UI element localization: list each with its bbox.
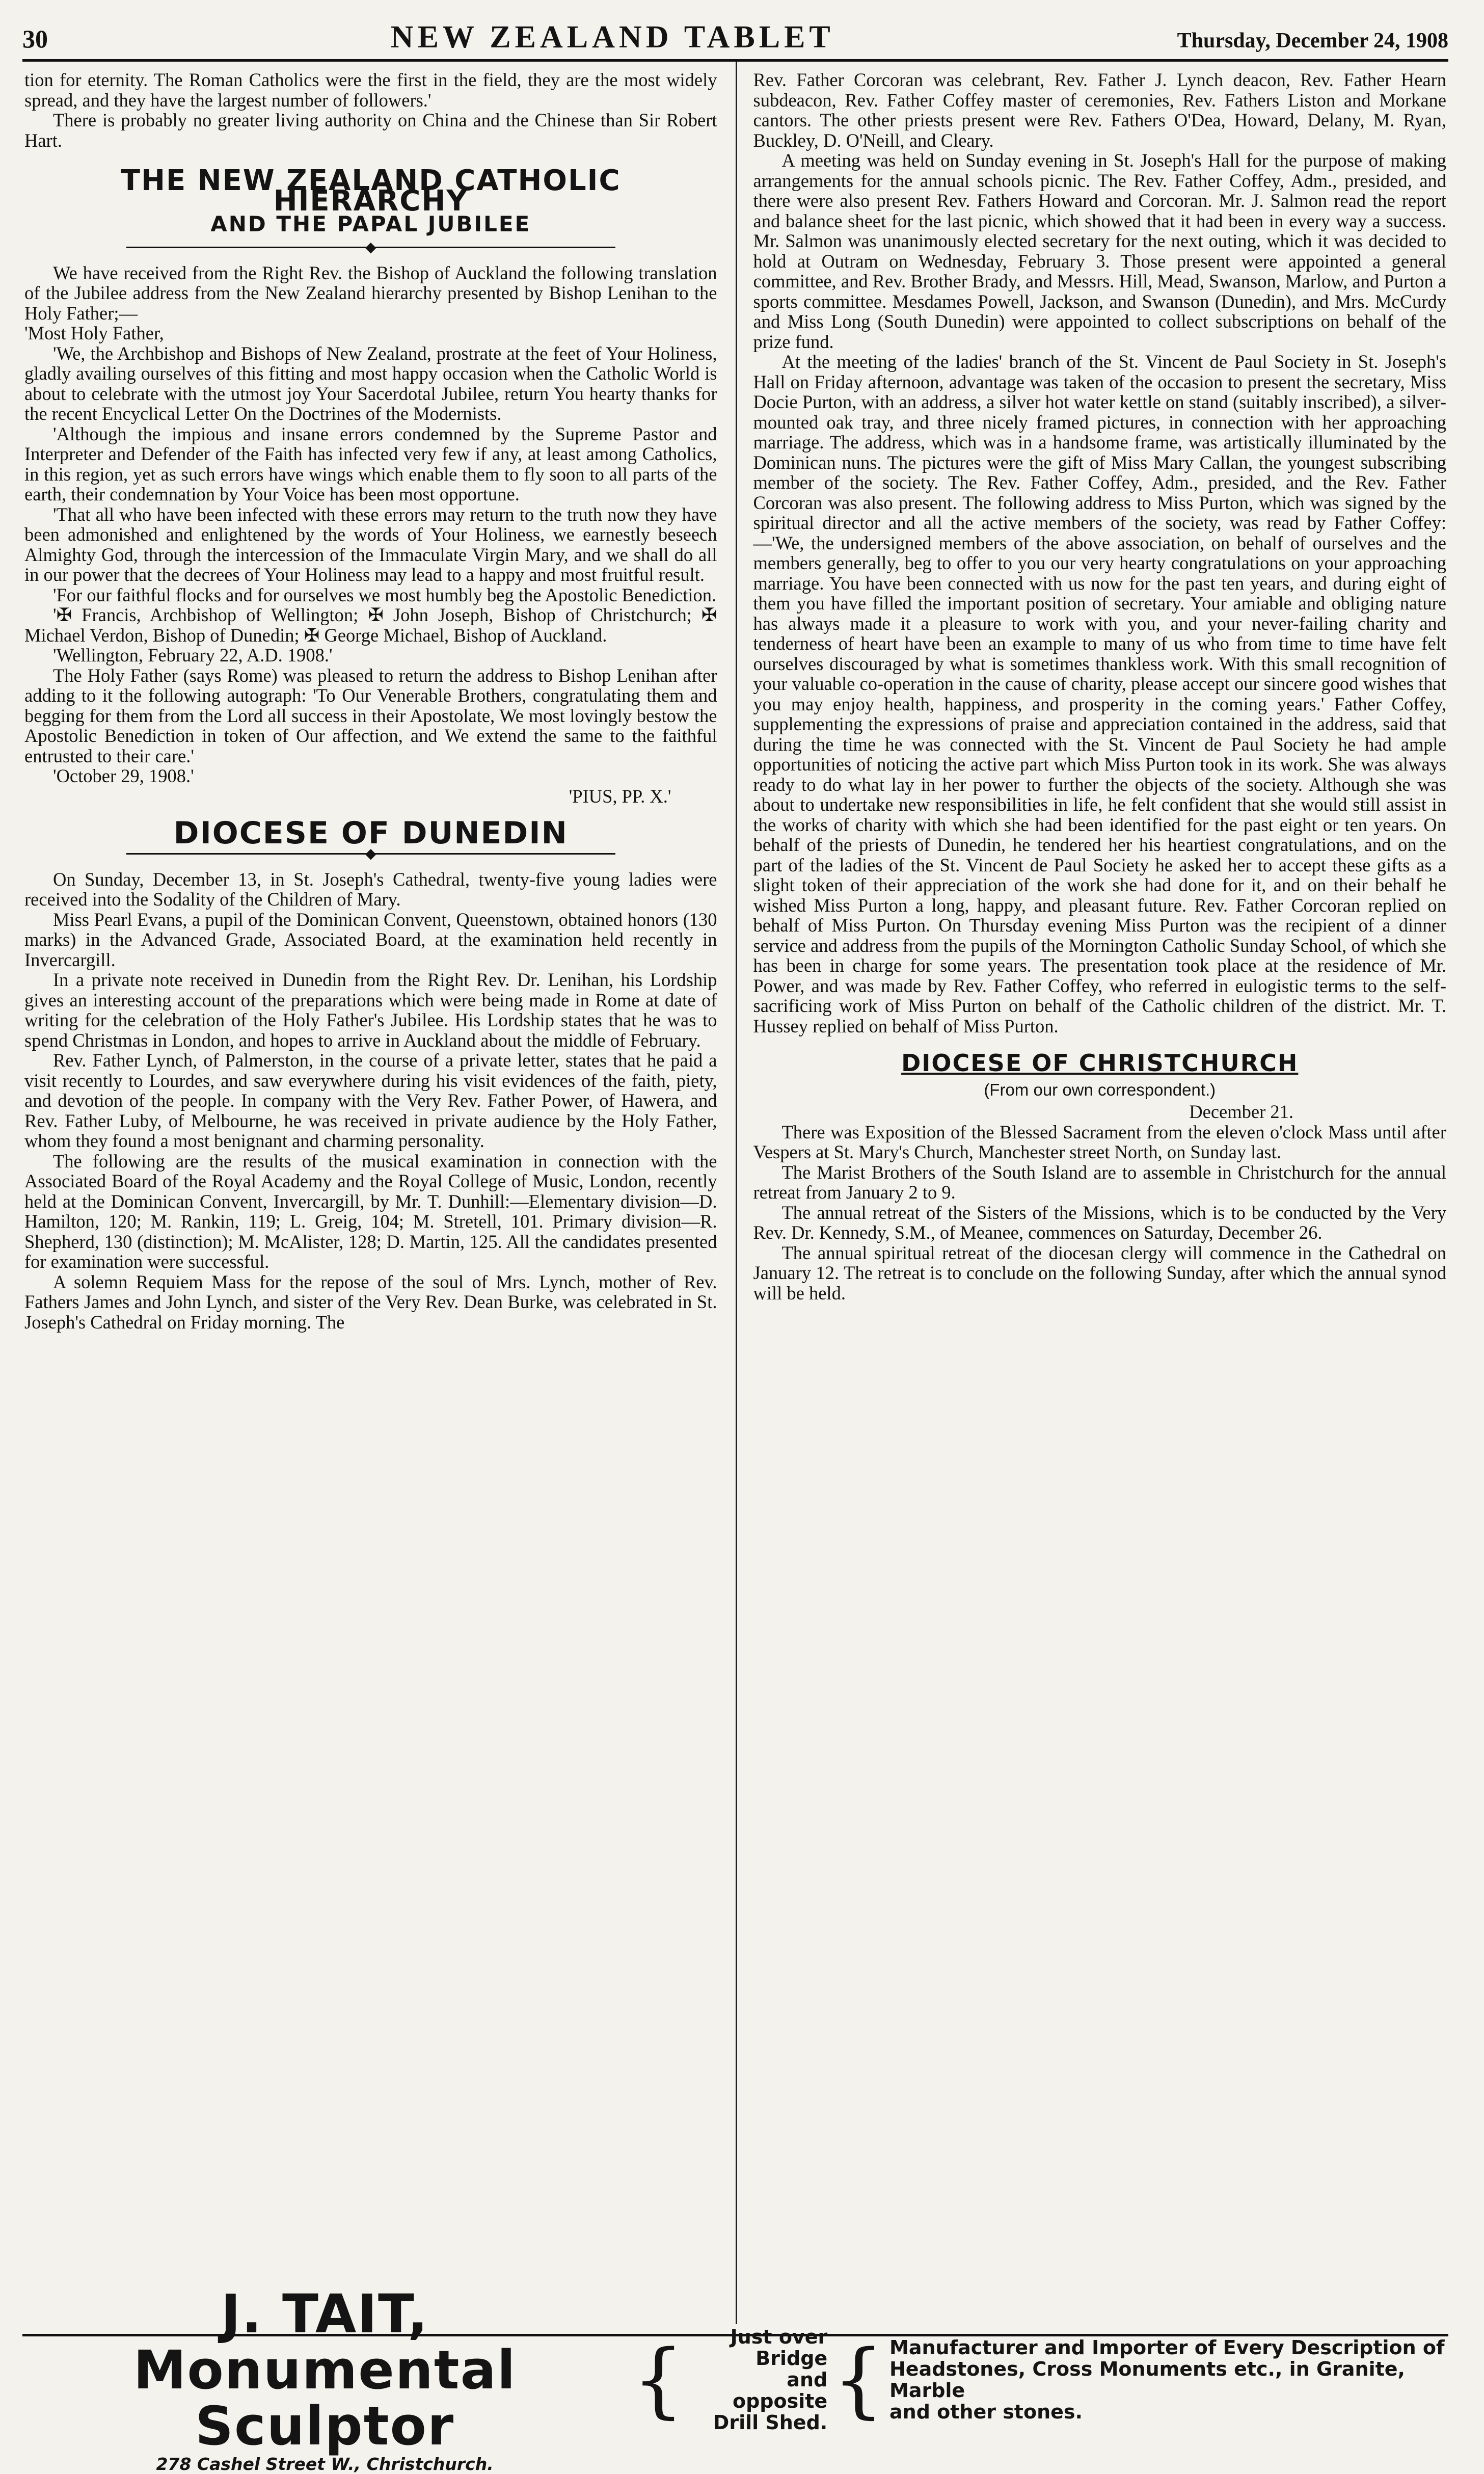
intro-paragraph: There is probably no greater living authority on China and the Chinese than Sir Robert Hart. (24, 110, 717, 151)
advert-location (689, 2326, 827, 2433)
article-paragraph: A solemn Requiem Mass for the repose of the soul of Mrs. Lynch, mother of Rev. Fathers James and John Lynch, and sister of the Very Rev. Dean Burke, was celebrated in St. Joseph's Cathedral on Friday morning. The (24, 1271, 717, 1333)
article-paragraph: On Sunday, December 13, in St. Joseph's Cathedral, twenty-five young ladies were received into the Sodality of the Children of Mary. (24, 868, 717, 910)
hierarchy-heading: THE NEW ZEALAND CATHOLIC HIERARCHY (120, 164, 621, 218)
advert-location-line: Drill Shed. (713, 2411, 828, 2434)
advert-location-line: and opposite (733, 2369, 828, 2412)
article-paragraph: The Holy Father (says Rome) was pleased to return the address to Bishop Lenihan after adding to it the following autograph: 'To Our Venerable Brothers, congratulating them and begging for them from the Lord all success in their Apostolate, We most lovingly bestow the Apostolic Benediction in token of Our affection, and We extend the same to the faithful entrusted to their care.' (24, 664, 717, 766)
article-paragraph: 'That all who have been infected with these errors may return to the truth now they have been admonished and enlightened by the words of Your Holiness, we earnestly beseech Almighty God, through the intercession of the Immaculate Virgin Mary, and we shall do all in our power that the decrees of Your Holiness may lead to a happy and most fruitful result. (24, 503, 717, 585)
article-paragraph: 'Wellington, February 22, A.D. 1908.' (53, 645, 333, 666)
brace-glyph: { (832, 2332, 884, 2427)
article-paragraph: Miss Pearl Evans, a pupil of the Dominican Convent, Queenstown, obtained honors (130 marks) in the Advanced Grade, Associated Board, at the examination held recently in Invercargill. (24, 909, 717, 970)
masthead: NEW ZEALAND TABLET (390, 20, 834, 55)
article-paragraph: The annual retreat of the Sisters of the Missions, which is to be conducted by the Very Rev. Dr. Kennedy, S.M., of Meanee, commences on Saturday, December 26. (753, 1202, 1446, 1243)
article-paragraph: 'October 29, 1908.' (53, 765, 194, 786)
advert-location-line: Just over Bridge (730, 2326, 828, 2370)
advert-trade (889, 2337, 1448, 2423)
brace-glyph: { (632, 2332, 685, 2427)
section-ornament (126, 847, 615, 860)
article-paragraph: 'Although the impious and insane errors condemned by the Supreme Pastor and Interpreter and Defender of the Faith has infected very few if any, at least among Catholics, in this region, yet as such errors have wings which enable them to fly soon to all parts of the earth, their condemnation by Your Voice has been most opportune. (24, 423, 717, 504)
article-paragraph: The following are the results of the musical examination in connection with the Associated Board of the Royal Academy and the Royal College of Music, London, recently held at the Dominican Convent, Invercargill, by Mr. T. Dunhill:—Elementary division—D. Hamilton, 120; M. Rankin, 119; L. Greig, 104; M. Stretell, 101. Primary division—R. Shepherd, 130 (distinction); M. McAlister, 128; D. Martin, 125. All the candidates presented for examination were successful. (24, 1150, 717, 1272)
columns (22, 62, 1448, 2324)
article-paragraph: At the meeting of the ladies' branch of the St. Vincent de Paul Society in St. Joseph's Hall on Friday afternoon, advantage was taken of the occasion to present the secretary, Miss Docie Purton, with an address, a silver hot water kettle on stand (suitably inscribed), a silver-mounted oak tray, and three nicely framed pictures, in connection with her approaching marriage. The address, which was in a handsome frame, was artistically illuminated by the Dominican nuns. The pictures were the gift of Miss Mary Callan, the youngest subscribing member of the society. The Rev. Father Coffey, Adm., presided, and the Rev. Father Corcoran was also present. The following address to Miss Purton, which was signed by the spiritual director and all the active members of the society, was read by Father Coffey:—'We, the undersigned members of the above association, on behalf of ourselves and the members generally, beg to offer to you our very hearty congratulations on your approaching marriage. You have been connected with us now for the past ten years, and during eight of them you have filled the important position of secretary. Your amiable and obliging nature has always made it a pleasure to work with you, and your never-failing charity and tenderness of heart have been an example to many of us who from time to time have felt ourselves discouraged by what is sometimes thankless work. With this small recognition of your valuable co-operation in the cause of charity, please accept our sincere good wishes that you may enjoy health, happiness, and prosperity in the coming years.' Father Coffey, supplementing the expressions of praise and appreciation contained in the address, said that during the time he was connected with the St. Vincent de Paul Society he had ample opportunities of noticing the active part which Miss Purton took in its work. She was always ready to do what lay in her power to further the objects of the society. Although she was about to undertake new responsibilities in life, he felt confident that she would still assist in the works of charity with which she had been identified for the past eight or ten years. On behalf of the priests of Dunedin, he tendered her his heartiest congratulations, and on the part of the ladies of the St. Vincent de Paul Society he asked her to accept these gifts as a slight token of their appreciation of the work she had done for it, and on their behalf he wished Miss Purton a long, happy, and pleasant future. Rev. Father Corcoran replied on behalf of Miss Purton. On Thursday evening Miss Purton was the recipient of a dinner service and address from the pupils of the Mornington Catholic Sunday School, of which she has been in charge for some years. The presentation took place at the residence of Mr. Power, and was made by Rev. Father Coffey, who referred in eulogistic terms to the self-sacrificing work of Miss Purton on behalf of the Catholic children of the district. Mr. T. Hussey replied on behalf of Miss Purton. (753, 351, 1446, 1036)
article-paragraph: In a private note received in Dunedin from the Right Rev. Dr. Lenihan, his Lordship gives an interesting account of the preparations which were being made in Rome at date of writing for the celebration of the Holy Father's Jubilee. His Lordship states that he was to spend Christmas in London, and hopes to arrive in Auckland about the middle of February. (24, 969, 717, 1051)
advert-address: 278 Cashel Street W., Christchurch. (156, 2454, 494, 2474)
article-paragraph: The annual spiritual retreat of the diocesan clergy will commence in the Cathedral on January 12. The retreat is to conclude on the following Sunday, after which the annual synod will be held. (753, 1242, 1446, 1303)
issue-date: Thursday, December 24, 1908 (1177, 29, 1448, 52)
advert-trade-line: and other stones. (889, 2401, 1083, 2423)
intro-paragraph: tion for eternity. The Roman Catholics were the first in the field, they are the most widely spread, and they have the largest number of followers.' (24, 69, 717, 111)
advert-business (22, 2282, 627, 2474)
right-column (736, 62, 1449, 2324)
left-column (22, 62, 736, 2324)
page-number: 30 (22, 24, 48, 53)
dateline: December 21. (1189, 1101, 1293, 1122)
hierarchy-subheading: AND THE PAPAL JUBILEE (210, 211, 531, 236)
article-paragraph: '✠ Francis, Archbishop of Wellington; ✠ John Joseph, Bishop of Christchurch; ✠ Michael Verdon, Bishop of Dunedin; ✠ George Michael, Bishop of Auckland. (24, 604, 717, 646)
correspondent-byline: (From our own correspondent.) (984, 1080, 1216, 1099)
advertisement (22, 2282, 1448, 2474)
advert-trade-line: Headstones, Cross Monuments etc., in Granite, Marble (889, 2358, 1405, 2402)
christchurch-heading: DIOCESE OF CHRISTCHURCH (901, 1049, 1299, 1077)
article-paragraph: Rev. Father Corcoran was celebrant, Rev. Father J. Lynch deacon, Rev. Father Hearn subdeacon, Rev. Father Coffey master of ceremonies, Rev. Fathers Liston and Morkane cantors. The other priests present were Rev. Fathers O'Dea, Howard, Delany, M. Ryan, Buckley, D. O'Neill, and Cleary. (753, 69, 1446, 151)
article-paragraph: There was Exposition of the Blessed Sacrament from the eleven o'clock Mass until after Vespers at St. Mary's Church, Manchester street North, on Sunday last. (753, 1121, 1446, 1162)
dunedin-heading: DIOCESE OF DUNEDIN (173, 815, 568, 851)
advert-trade-line: Manufacturer and Importer of Every Description of (889, 2336, 1445, 2359)
article-paragraph: 'For our faithful flocks and for ourselves we most humbly beg the Apostolic Benediction. (53, 584, 717, 605)
advert-name: J. TAIT, Monumental Sculptor (133, 2282, 517, 2457)
article-paragraph: Rev. Father Lynch, of Palmerston, in the course of a private letter, states that he paid a visit recently to Lourdes, and saw everywhere during his visit evidences of the faith, piety, and devotion of the people. In company with the Very Rev. Father Power, of Hawera, and Rev. Father Luby, of Melbourne, he was received in private audience by the Holy Father, whom they found a most benignant and charming personality. (24, 1050, 717, 1151)
article-paragraph: A meeting was held on Sunday evening in St. Joseph's Hall for the purpose of making arrangements for the annual schools picnic. The Rev. Father Coffey, Adm., presided, and there were also present Rev. Fathers Howard and Corcoran. Mr. J. Salmon read the report and balance sheet for the last picnic, which showed that it had been in every way a success. Mr. Salmon was unanimously elected secretary for the next outing, which it was decided to hold at Outram on Wednesday, February 3. Those present were appointed a general committee, and Rev. Brother Brady, and Messrs. Hill, Mead, Swanson, Marlow, and Purton a sports committee. Mesdames Powell, Jackson, and Swanson (Dunedin), and Mrs. McCurdy and Miss Long (South Dunedin) were appointed to collect subscriptions on behalf of the prize fund. (753, 150, 1446, 352)
article-paragraph: 'Most Holy Father, (24, 323, 164, 343)
article-paragraph: 'We, the Archbishop and Bishops of New Zealand, prostrate at the feet of Your Holiness, gladly availing ourselves of this fitting and most happy occasion when the Catholic World is about to celebrate with the utmost joy Your Sacerdotal Jubilee, return You hearty thanks for the recent Encyclical Letter On the Doctrines of the Modernists. (24, 342, 717, 424)
papal-signature: 'PIUS, PP. X.' (569, 785, 671, 807)
section-ornament (126, 241, 615, 254)
page-header (22, 19, 1448, 55)
article-paragraph: We have received from the Right Rev. the Bishop of Auckland the following translation of the Jubilee address from the New Zealand hierarchy presented by Bishop Lenihan to the Holy Father;— (24, 262, 717, 324)
article-paragraph: The Marist Brothers of the South Island are to assemble in Christchurch for the annual retreat from January 2 to 9. (753, 1161, 1446, 1203)
